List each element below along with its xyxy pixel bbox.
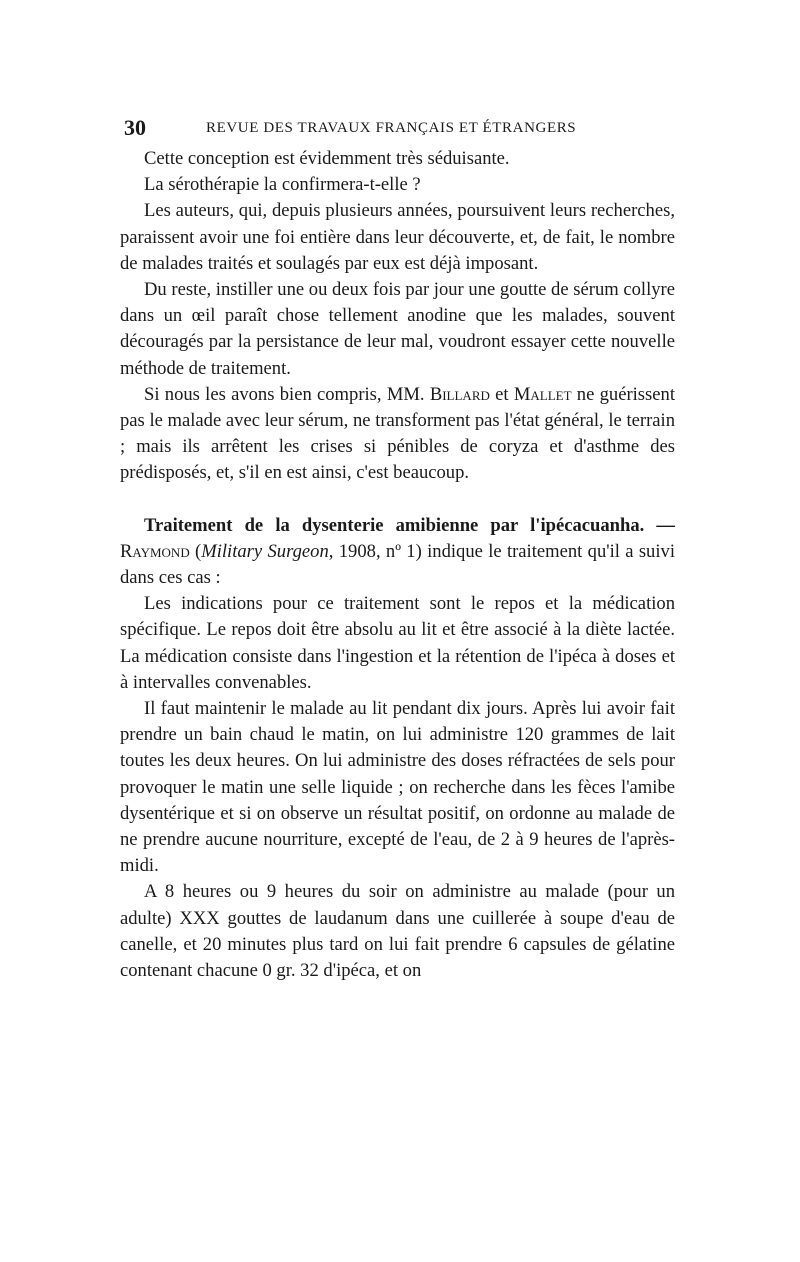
running-title: REVUE DES TRAVAUX FRANÇAIS ET ÉTRANGERS bbox=[206, 120, 577, 136]
author-raymond: Raymond bbox=[120, 540, 190, 562]
paragraph-5 bbox=[120, 382, 675, 487]
open-paren: ( bbox=[189, 540, 202, 562]
running-header bbox=[120, 110, 675, 146]
paragraph-8: A 8 heures ou 9 heures du soir on administre au malade (pour un adulte) XXX gouttes de laudanum dans une cuillerée à soupe d'eau de canelle, et 20 minutes plus tard on lui fait prendre 6 capsules de gélatine contenant chacune 0 gr. 32 d'ipéca, et on bbox=[120, 881, 675, 982]
section-heading-paragraph bbox=[120, 513, 675, 592]
paragraph-1: Cette conception est évidemment très séduisante. bbox=[144, 148, 510, 169]
section-title: Traitement de la dysenterie amibienne par l'ipécacuanha. — bbox=[144, 514, 675, 536]
page-number: 30 bbox=[124, 115, 146, 140]
paragraph-6: Les indications pour ce traitement sont le repos et la médication spécifique. Le repos doit être absolu au lit et être associé à la diète lactée. La médication consiste dans l'ingestion et la rétention de l'ipéca à doses et à intervalles convenables. bbox=[120, 593, 675, 693]
citation-rest: , 1908, nº 1) indique le traitement qu'il a suivi dans ces cas : bbox=[120, 540, 675, 589]
paragraph-5-text-b: et bbox=[489, 383, 514, 405]
paragraph-7: Il faut maintenir le malade au lit pendant dix jours. Après lui avoir fait prendre un bain chaud le matin, on lui administre 120 grammes de lait toutes les deux heures. On lui administre des doses réfractées de sels pour provoquer le matin une selle liquide ; on recherche dans les fèces l'amibe dysentérique et si on observe un résultat positif, on ordonne au malade de ne prendre aucune nourriture, excepté de l'eau, de 2 à 9 heures de l'après-midi. bbox=[120, 698, 675, 877]
paragraph-5-text-c: ne guérissent pas le malade avec leur sérum, ne transforment pas l'état général, le terrain ; mais ils arrêtent les crises si pénibles de coryza et d'asthme des prédisposés, et, s'il en est ainsi, c'est beaucoup. bbox=[120, 383, 675, 484]
author-billard: Billard bbox=[429, 383, 490, 405]
book-page bbox=[120, 110, 675, 984]
author-mallet: Mallet bbox=[513, 383, 572, 405]
paragraph-5-text-a: Si nous les avons bien compris, MM. bbox=[144, 383, 430, 405]
paragraph-2: La sérothérapie la confirmera-t-elle ? bbox=[144, 174, 421, 196]
paragraph-3: Les auteurs, qui, depuis plusieurs années, poursuivent leurs recherches, paraissent avoir une foi entière dans leur découverte, et, de fait, le nombre de malades traités et soulagés par eux est déjà imposant. bbox=[120, 200, 675, 274]
journal-name: Military Surgeon bbox=[201, 540, 329, 562]
paragraph-4: Du reste, instiller une ou deux fois par jour une goutte de sérum collyre dans un œil paraît chose tellement anodine que les malades, souvent découragés par la persistance de leur mal, voudront essayer cette nouvelle méthode de traitement. bbox=[120, 279, 675, 379]
